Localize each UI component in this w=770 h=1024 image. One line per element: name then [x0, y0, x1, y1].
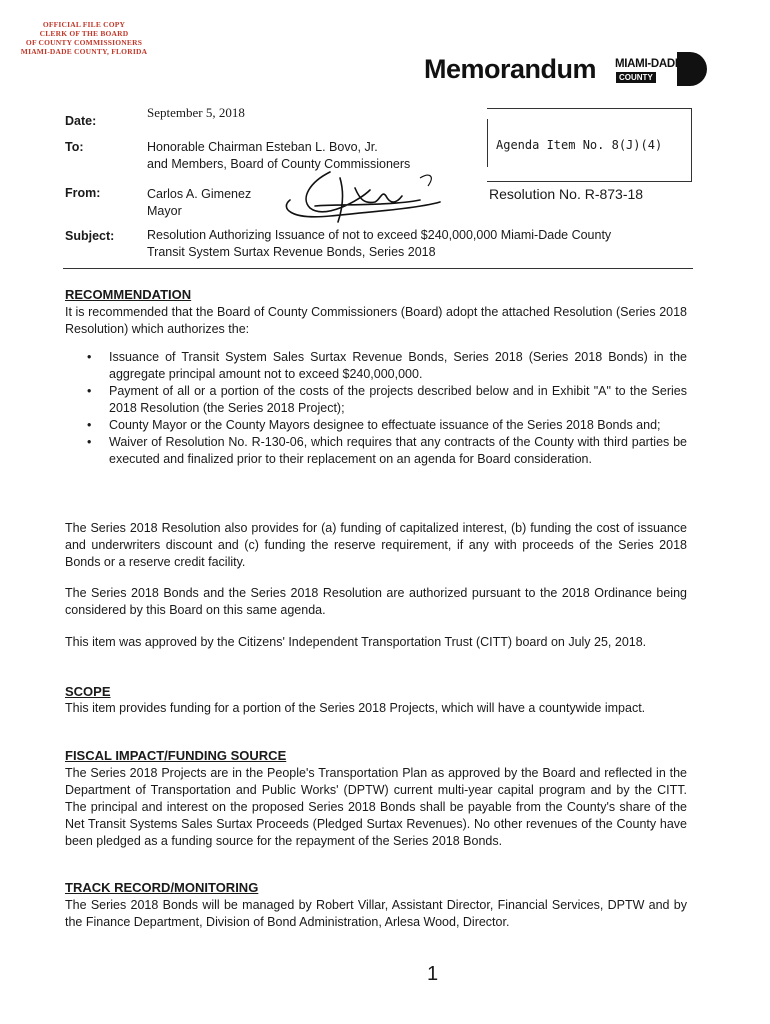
scope-text: This item provides funding for a portion of the Series 2018 Projects, which will have a countywide impact. [65, 701, 646, 715]
from-line: Mayor [147, 204, 182, 218]
list-item: • County Mayor or the County Mayors designee to effectuate issuance of the Series 2018 Bonds and; [87, 418, 661, 432]
logo-text: MIAMI-DADE [615, 58, 683, 70]
recommendation-heading: RECOMMENDATION [65, 287, 192, 302]
stamp-line: OFFICIAL FILE COPY [42, 20, 126, 29]
mayor-signature [270, 160, 450, 240]
to-label: To: [65, 140, 84, 154]
date-value: September 5, 2018 [147, 105, 245, 120]
from-line: Carlos A. Gimenez [147, 187, 252, 201]
from-label: From: [65, 186, 101, 200]
clerk-stamp [14, 20, 154, 56]
paragraph: The Series 2018 Resolution also provides for (a) funding of capitalized interest, (b) funding the cost of issuance and underwriters discount and (c) funding the reserve requirement, if any with proceeds of the Series 2018 Bonds or a reserve credit facility. [65, 521, 687, 569]
to-line: Honorable Chairman Esteban L. Bovo, Jr. [147, 140, 378, 154]
subject-line: Resolution Authorizing Issuance of not to exceed $240,000,000 Miami-Dade County [147, 228, 612, 242]
fiscal-text: The Series 2018 Projects are in the People's Transportation Plan as approved by the Board and reflected in the Department of Transportation and Public Works' (DPTW) current multi-year capital program and by the CITT. The principal and interest on the proposed Series 2018 Bonds shall be payable from the County's share of the Net Transit Systems Sales Surtax Proceeds (Pledged Surtax Revenues). No other revenues of the County have been pledged as a funding source for the repayment of the Series 2018 Bonds. [65, 766, 687, 848]
to-line: and Members, Board of County Commissioners [147, 157, 411, 171]
resolution-number: Resolution No. R-873-18 [489, 186, 644, 202]
track-text: The Series 2018 Bonds will be managed by Robert Villar, Assistant Director, Financial Services, DPTW and by the Finance Department, Division of Bond Administration, Arlesa Wood, Director. [65, 898, 687, 929]
scope-heading: SCOPE [65, 684, 111, 699]
fiscal-heading: FISCAL IMPACT/FUNDING SOURCE [65, 748, 287, 763]
date-label: Date: [65, 114, 97, 128]
subject-label: Subject: [65, 229, 115, 243]
county-logo [615, 50, 707, 88]
agenda-item: Agenda Item No. 8(J)(4) [496, 138, 663, 152]
track-heading: TRACK RECORD/MONITORING [65, 880, 259, 895]
header-divider [63, 268, 693, 269]
paragraph: The Series 2018 Bonds and the Series 2018 Resolution are authorized pursuant to the 2018 Ordinance being considered by this Board on this same agenda. [65, 586, 687, 617]
list-item: • Waiver of Resolution No. R-130-06, which requires that any contracts of the County with third parties be executed and finalized prior to their replacement on an agenda for Board consideration. [87, 435, 687, 466]
logo-box-text: COUNTY [616, 72, 656, 83]
stamp-line: MIAMI-DADE COUNTY, FLORIDA [20, 47, 148, 56]
recommendation-text: It is recommended that the Board of County Commissioners (Board) adopt the attached Resolution (Series 2018 Resolution) which authorizes the: [65, 305, 687, 336]
list-item: • Issuance of Transit System Sales Surtax Revenue Bonds, Series 2018 (Series 2018 Bonds) in the aggregate principal amount not to exceed $240,000,000. [87, 350, 687, 381]
memo-title: Memorandum [424, 54, 597, 84]
paragraph: This item was approved by the Citizens' Independent Transportation Trust (CITT) board on July 25, 2018. [65, 635, 647, 649]
page-number: 1 [427, 963, 439, 985]
list-item: • Payment of all or a portion of the costs of the projects described below and in Exhibit "A" to the Series 2018 Resolution (the Series 2018 Project); [87, 384, 687, 415]
subject-line: Transit System Surtax Revenue Bonds, Series 2018 [147, 245, 436, 259]
stamp-line: OF COUNTY COMMISSIONERS [25, 38, 143, 47]
stamp-line: CLERK OF THE BOARD [39, 29, 129, 38]
from-sender [147, 186, 251, 220]
recommendation-list [87, 349, 687, 468]
